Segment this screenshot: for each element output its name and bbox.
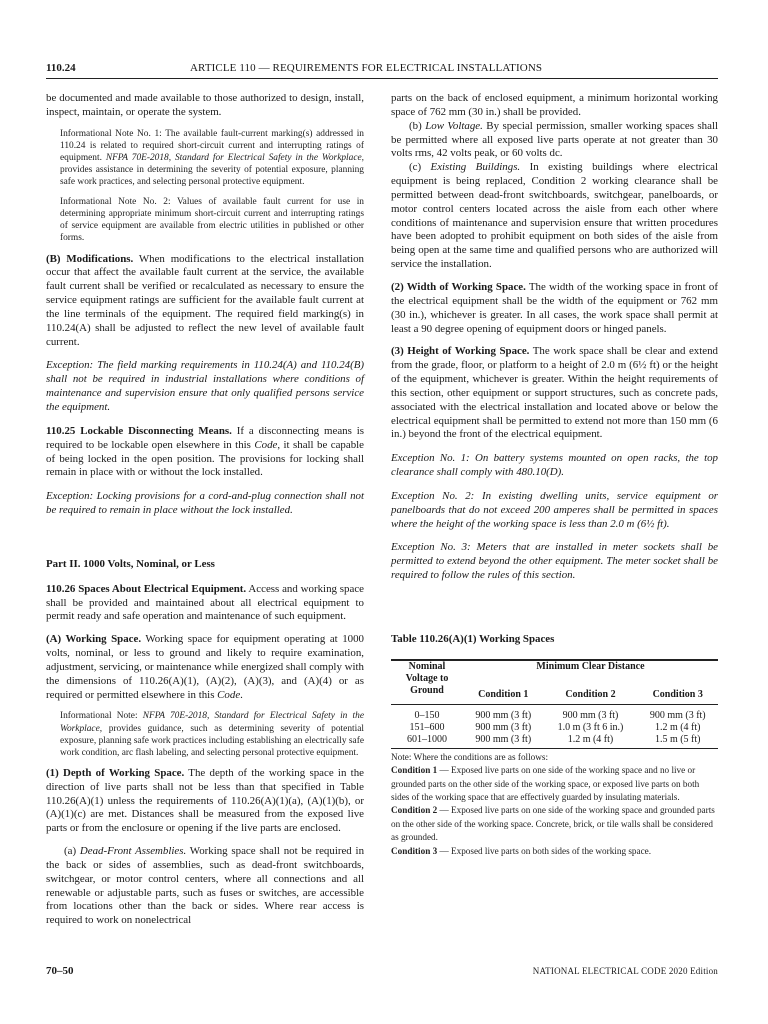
- section-a-text-b: .: [240, 688, 243, 701]
- note3-text-a: Informational Note:: [60, 711, 143, 722]
- left-column: [46, 92, 364, 928]
- condition-3-text: — Exposed live parts on both sides of the working space.: [437, 845, 652, 856]
- section-a1b-low-voltage: [391, 120, 718, 162]
- cell-voltage: 151–600: [409, 721, 445, 733]
- informational-note-1: [60, 128, 364, 188]
- section-a1c-label: (c): [409, 161, 431, 174]
- section-a3-text: The work space shall be clear and extend from the grade, floor, or platform to a height of 2.0 m (6½ ft) or the height of the equipment, whichever is greater. Within the height requirements of this section, other equipment or support structures, such as concrete pads, associated with the electrical installation and located above or below the electrical equipment shall be permitted to extend not more than 150 mm (6 in.) beyond the front of the electrical equipment.: [391, 345, 718, 441]
- section-a1-text: The depth of the working space in the direction of live parts shall not be less than that specified in Table 110.26(A)(1) unless the requirements of 110.26(A)(1)(a), (A)(1)(b), or (A)(1)(c) are met. Distances shall be measured from the exposed live parts or from the enclosure or opening if the live parts are enclosed.: [46, 766, 364, 835]
- footer-page-number: 70–50: [46, 965, 74, 977]
- informational-note-3: [60, 710, 364, 758]
- condition-2-label: Condition 2: [391, 805, 438, 816]
- section-a1b-label: (b): [409, 119, 426, 132]
- section-a2-width: [391, 281, 718, 336]
- continuation-paragraph-right: parts on the back of enclosed equipment, a minimum horizontal working space of 762 mm (30 in.) shall be provided.: [391, 92, 718, 118]
- cell-condition-3: 1.2 m (4 ft): [654, 721, 701, 733]
- section-a1c-existing-buildings: [391, 161, 718, 272]
- section-a-working-space: [46, 633, 364, 702]
- section-a1c-text: In existing buildings where electrical equipment is being replaced, Condition 2 working clearance shall be permitted between dead-front switchboards, switchgear, panelboards, or motor control centers located across the aisle from each other where conditions of maintenance and supervision ensure that written procedures have been adopted to prohibit equipment on both sides of the aisle from being open at the same time and qualified persons who are authorized will service the installation.: [391, 161, 719, 271]
- cell-condition-1: 900 mm (3 ft): [463, 734, 544, 749]
- section-a3-height: [391, 345, 718, 442]
- section-a1-heading: (1) Depth of Working Space.: [46, 766, 185, 779]
- column-header-condition-1: Condition 1: [463, 689, 544, 705]
- table-note-intro: Note: Where the conditions are as follows:: [391, 751, 548, 762]
- cell-condition-1: 900 mm (3 ft): [475, 709, 532, 721]
- section-b-heading: (B) Modifications.: [46, 252, 134, 265]
- footer-edition: NATIONAL ELECTRICAL CODE 2020 Edition: [532, 966, 718, 976]
- section-b-modifications: [46, 253, 364, 350]
- column-header-nominal-voltage: Nominal Voltage to Ground: [391, 660, 463, 705]
- right-column: [391, 92, 718, 858]
- cell-voltage: 601–1000: [391, 734, 463, 749]
- column-group-header: Minimum Clear Distance: [463, 660, 718, 689]
- running-header: [46, 61, 718, 79]
- informational-note-2: Informational Note No. 2: Values of available fault current for use in determining appropriate minimum short-circuit current and interrupting ratings of service equipment are available from electric utilities in published or other forms.: [60, 197, 364, 244]
- section-a-text-a: Working space for equipment operating at 1000 volts, nominal, or less to ground and likely to require examination, adjustment, servicing, or maintenance while energized shall comply with the dimensions of 110.26(A)(1), (A)(2), (A)(3), and (A)(4) or as required or permitted elsewhere in this: [46, 633, 364, 701]
- section-a3-heading: (3) Height of Working Space.: [391, 345, 530, 358]
- cell-condition-3: 900 mm (3 ft): [649, 709, 706, 721]
- note3-text-b: provides guidance, such as determining severity of potential exposure, planning safe work practices including establishing an electrically safe work condition, arc flash labeling, and selecting personal protective equipment.: [60, 723, 364, 758]
- section-a-code-word: Code: [217, 688, 241, 701]
- exception-3: Exception No. 3: Meters that are installed in meter sockets shall be permitted to extend beyond the other equipment. The meter socket shall be required to follow the rules of this section.: [391, 541, 718, 582]
- section-110-25-heading: 110.25 Lockable Disconnecting Means.: [46, 424, 232, 437]
- section-a1b-text: By special permission, smaller working spaces shall be permitted where all exposed live parts operate at not greater than 30 volts rms, 42 volts peak, or 60 volts dc.: [391, 119, 718, 160]
- section-110-25-text-a: If a disconnecting means is required to be lockable open elsewhere in this: [46, 424, 364, 451]
- table-note-condition-2: [391, 804, 718, 844]
- exception-110-25: Exception: Locking provisions for a cord-and-plug connection shall not be required to remain in place without the lock installed.: [46, 490, 364, 517]
- column-header-condition-2: Condition 2: [544, 689, 638, 705]
- note1-text-a: Informational Note No. 1: The available fault-current marking(s) addressed in 110.24 is related to required short-circuit current and interrupting ratings of equipment.: [60, 128, 364, 163]
- table-row: [391, 722, 718, 734]
- condition-3-label: Condition 3: [391, 845, 438, 856]
- table-notes: [391, 751, 718, 858]
- section-a2-heading: (2) Width of Working Space.: [391, 280, 526, 293]
- cell-voltage: 0–150: [414, 709, 440, 721]
- table-note-condition-3: [391, 845, 718, 858]
- cell-condition-3: 1.5 m (5 ft): [637, 734, 718, 749]
- cell-condition-2: 900 mm (3 ft): [562, 709, 619, 721]
- part-ii-heading: Part II. 1000 Volts, Nominal, or Less: [46, 557, 215, 570]
- exception-1: Exception No. 1: On battery systems mounted on open racks, the top clearance shall comply with 480.10(D).: [391, 452, 718, 479]
- cell-condition-2: 1.0 m (3 ft 6 in.): [557, 721, 624, 733]
- section-a1a-label: (a): [64, 845, 80, 858]
- exception-110-24: Exception: The field marking requirements in 110.24(A) and 110.24(B) shall not be required in industrial installations where conditions of maintenance and supervision ensure that only qualified persons service the equipment.: [46, 359, 364, 413]
- section-110-26: [46, 583, 364, 625]
- section-a1c-title: Existing Buildings.: [430, 161, 521, 174]
- section-110-26-text: Access and working space shall be provided and maintained about all electrical equipment to permit ready and safe operation and maintenance of such equipment.: [46, 582, 364, 623]
- section-a1-depth: [46, 767, 364, 836]
- table-row: [391, 734, 718, 749]
- section-a1a-dead-front: [46, 845, 364, 928]
- table-note-condition-1: [391, 764, 718, 804]
- section-110-25-code-word: Code: [254, 438, 278, 451]
- table-row: [391, 704, 718, 722]
- section-a-heading: (A) Working Space.: [46, 633, 142, 646]
- header-article-title: ARTICLE 110 — REQUIREMENTS FOR ELECTRICAL INSTALLATIONS: [190, 62, 543, 74]
- column-header-condition-3: Condition 3: [637, 689, 718, 705]
- section-110-25-text-b: , it shall be capable of being locked in the open position. The provisions for locking shall remain in place with or without the lock installed.: [46, 438, 364, 479]
- section-110-25: [46, 425, 364, 480]
- table-title: Table 110.26(A)(1) Working Spaces: [391, 633, 555, 645]
- section-b-text: When modifications to the electrical installation occur that affect the available fault current at the service, the available fault current shall be verified or recalculated as necessary to ensure the service equipment ratings are sufficient for the available fault current at the line terminals of the equipment. The required field marking(s) in 110.24(A) shall be adjusted to reflect the new level of available fault current.: [46, 252, 364, 348]
- section-a1a-text: Working space shall not be required in the back or sides of assemblies, such as dead-front switchboards, switchgear, or motor control centers, where all connections and all renewable or adjustable parts, such as fuses or switches, are accessible from locations other than the back or sides. Where rear access is required to work on nonelectrical: [46, 845, 365, 927]
- note1-reference: NFPA 70E-2018, Standard for Electrical Safety in the Workplace,: [105, 152, 364, 163]
- cell-condition-1: 900 mm (3 ft): [475, 721, 532, 733]
- header-section-number: 110.24: [46, 62, 76, 74]
- condition-2-text: — Exposed live parts on one side of the working space and grounded parts on the other side of the working space. Concrete, brick, or tile walls shall be considered as grounded.: [391, 805, 715, 843]
- section-110-26-heading: 110.26 Spaces About Electrical Equipment.: [46, 582, 247, 595]
- exception-2: Exception No. 2: In existing dwelling units, service equipment or panelboards that do not exceed 200 amperes shall be permitted in spaces where the height of the working space is less than 2.0 m (6½ ft).: [391, 489, 718, 530]
- working-spaces-table: [391, 659, 718, 749]
- cell-condition-2: 1.2 m (4 ft): [544, 734, 638, 749]
- condition-1-label: Condition 1: [391, 765, 438, 776]
- section-a2-text: The width of the working space in front of the electrical equipment shall be the width of the equipment or 762 mm (30 in.), whichever is greater. In all cases, the work space shall permit at least a 90 degree opening of equipment doors or hinged panels.: [391, 280, 718, 335]
- note1-text-b: provides assistance in determining the severity of potential exposure, planning safe work practices, and selecting personal protective equipment.: [60, 164, 364, 188]
- note3-reference: NFPA 70E-2018, Standard for Electrical Safety in the Workplace,: [60, 711, 364, 734]
- section-a1a-title: Dead-Front Assemblies.: [79, 845, 187, 858]
- section-a1b-title: Low Voltage.: [425, 119, 483, 132]
- continuation-paragraph: be documented and made available to those authorized to design, install, inspect, maintain, or operate the system.: [46, 92, 364, 118]
- condition-1-text: — Exposed live parts on one side of the working space and no live or grounded parts on the other side of the working space, or exposed live parts on both sides of the working space that are effectively guarded by insulating materials.: [391, 765, 700, 803]
